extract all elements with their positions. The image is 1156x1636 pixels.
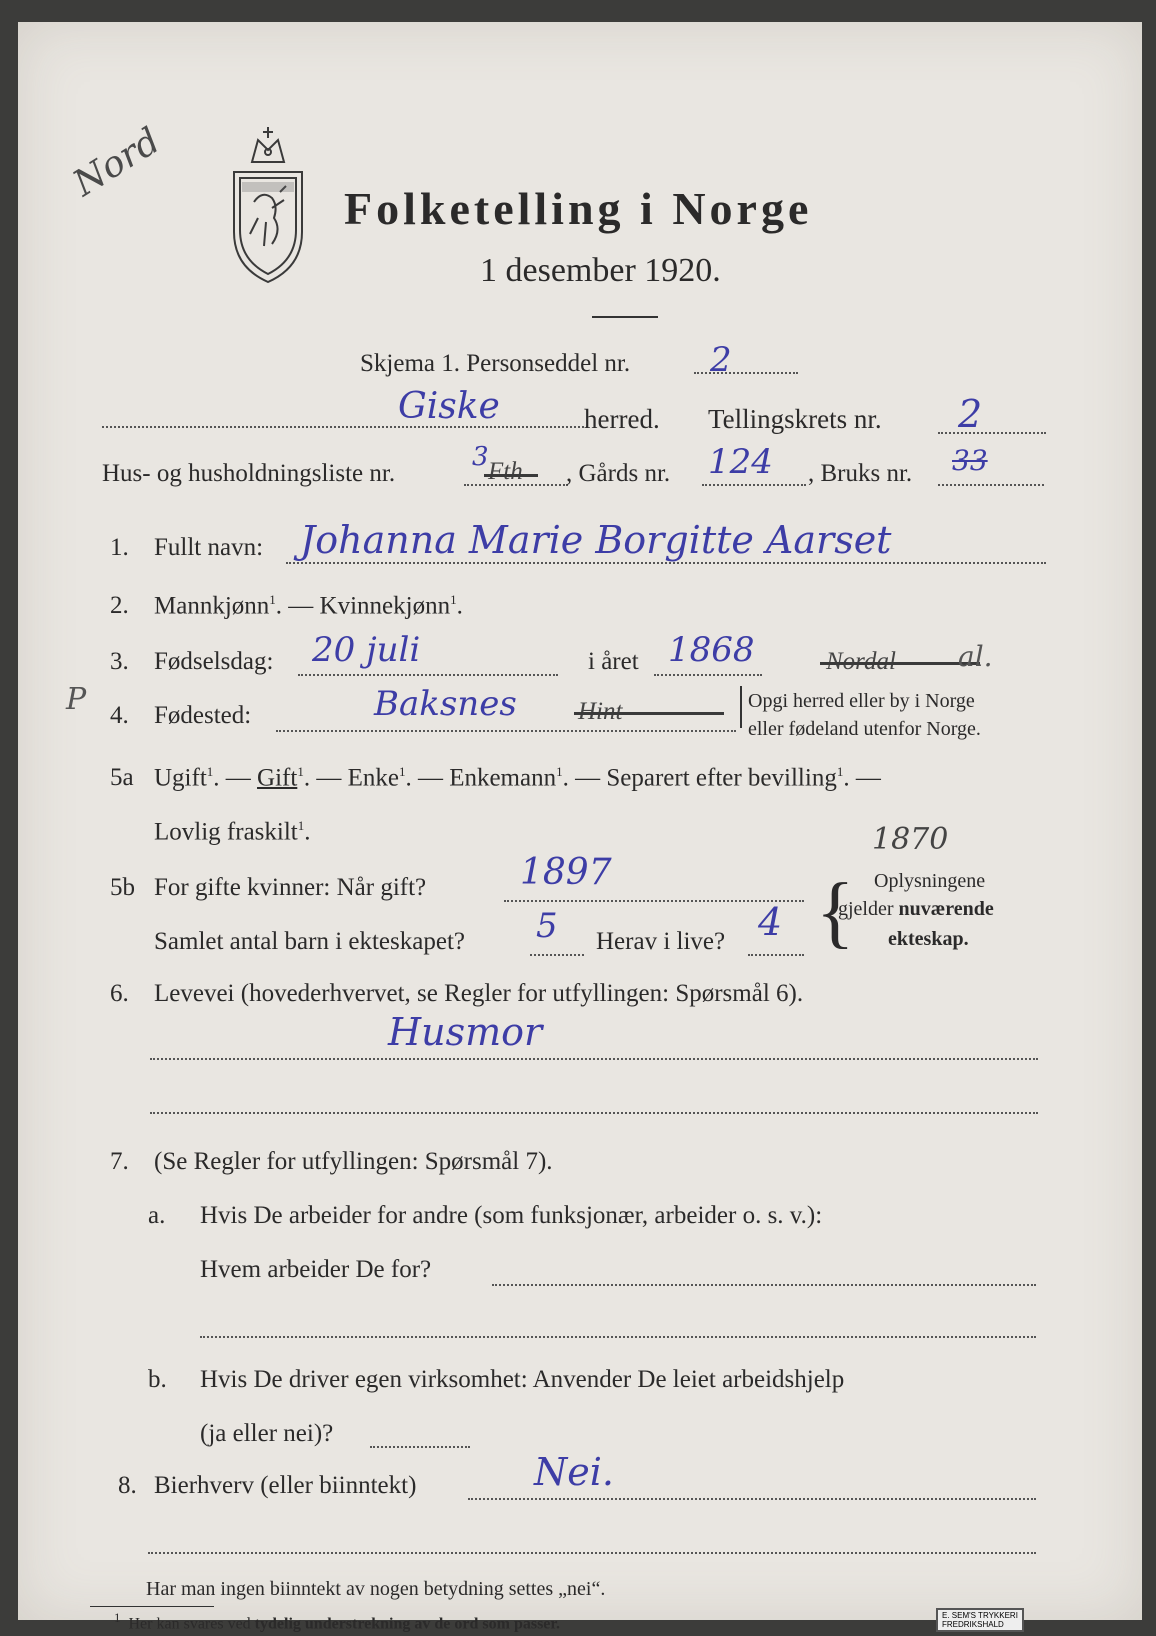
q6-number: 6.	[110, 980, 129, 1007]
q1-value: Johanna Marie Borgitte Aarset	[300, 518, 892, 562]
q5b-note2: gjelder nuværende	[838, 898, 994, 920]
q3-extra: al.	[958, 640, 993, 673]
q7a-question: Hvem arbeider De for?	[200, 1256, 432, 1283]
hus-label: Hus- og husholdningsliste nr.	[102, 460, 396, 487]
footnote: $^1$ Her kan svares ved tydelig understrekning av de ord som passer.	[114, 1610, 561, 1633]
gards-value: 124	[708, 442, 773, 482]
q2-mann: Mannkjønn	[154, 592, 270, 620]
q7b-label: Hvis De driver egen virksomhet: Anvender De leiet arbeidshjelp	[200, 1366, 845, 1393]
q3-number: 3.	[110, 648, 129, 675]
herred-line	[102, 426, 588, 428]
q8-line2	[148, 1552, 1036, 1554]
bruks-value: 33	[952, 444, 988, 477]
census-form	[18, 22, 1142, 1633]
bruks-label: , Bruks nr.	[808, 460, 913, 487]
q4-label: Fødested:	[154, 702, 252, 729]
footnote-rule	[90, 1606, 214, 1607]
tellingskrets-line	[938, 432, 1046, 434]
q5b-live-label: Herav i live?	[596, 928, 726, 955]
q6-line2	[150, 1112, 1038, 1114]
q5b-barn-label: Samlet antal barn i ekteskapet?	[154, 928, 465, 955]
q3-line	[298, 674, 558, 676]
q7-number: 7.	[110, 1148, 129, 1175]
q8-line1	[468, 1498, 1036, 1500]
q7b-number: b.	[148, 1366, 167, 1393]
q7b-question: (ja eller nei)?	[200, 1420, 334, 1447]
q6-label: Levevei (hovederhvervet, se Regler for utfyllingen: Spørsmål 6).	[154, 980, 804, 1007]
q8-label: Bierhverv (eller biinntekt)	[154, 1472, 417, 1499]
q7a-line1	[492, 1284, 1036, 1286]
bruks-line	[938, 484, 1044, 486]
census-date: 1 desember 1920.	[480, 252, 721, 289]
printer-stamp: E. SEM'S TRYKKERI FREDRIKSHALD	[936, 1608, 1024, 1632]
q1-number: 1.	[110, 534, 129, 561]
q3-year-label: i året	[588, 648, 639, 675]
q3-struck: Nordal	[826, 648, 896, 675]
hus-value: 3	[472, 442, 489, 472]
q4-strike-line	[574, 712, 724, 715]
herred-suffix: herred.	[584, 404, 660, 434]
q7a-line2	[200, 1336, 1036, 1338]
footer-note: Har man ingen biinntekt av nogen betydning settes „nei“.	[146, 1578, 606, 1600]
q3-year-line	[654, 674, 762, 676]
q5b-extra: 1870	[872, 822, 949, 857]
q5b-brace: {	[816, 868, 855, 956]
q7b-line	[370, 1446, 470, 1448]
coat-of-arms-icon	[228, 122, 308, 292]
q4-value: Baksnes	[374, 684, 517, 724]
title-rule	[592, 316, 658, 318]
q6-value: Husmor	[388, 1010, 543, 1054]
hus-line	[464, 484, 568, 486]
tellingskrets-label: Tellingskrets nr.	[708, 404, 882, 434]
q5b-live-line	[748, 954, 804, 956]
q5b-note3: ekteskap.	[888, 928, 969, 950]
q5a-gift-selected: Gift	[257, 764, 298, 792]
q5b-live-value: 4	[758, 900, 783, 944]
q3-label: Fødselsdag:	[154, 648, 274, 675]
gards-label: , Gårds nr.	[566, 460, 671, 487]
personseddel-value: 2	[710, 340, 732, 380]
q1-line	[286, 562, 1046, 564]
q5b-value: 1897	[520, 852, 612, 893]
q4-bracket	[740, 686, 742, 728]
q4-line	[276, 730, 736, 732]
q5a-options: Ugift$^1$. — Gift$^1$. — Enke$^1$. — Enkemann$^1$. — Separert efter bevilling$^1$. —	[154, 764, 881, 792]
q6-line1	[150, 1058, 1038, 1060]
q2-kvinne: Kvinnekjønn	[319, 592, 451, 620]
hus-strike-line	[484, 474, 538, 477]
q5b-label: For gifte kvinner: Når gift?	[154, 874, 427, 901]
herred-name: Giske	[398, 386, 500, 427]
margin-note: Nord	[66, 120, 168, 205]
skjema-label: Skjema 1. Personseddel nr.	[360, 350, 631, 377]
q4-note-line1: Opgi herred eller by i Norge	[748, 690, 975, 712]
q3-year-value: 1868	[668, 630, 755, 670]
tellingskrets-value: 2	[958, 392, 983, 436]
q4-note-line2: eller fødeland utenfor Norge.	[748, 718, 981, 740]
q3-strike-line	[820, 662, 980, 665]
q5b-note1: Oplysningene	[874, 870, 986, 892]
q5a-fraskilt: Lovlig fraskilt$^1$.	[154, 818, 311, 846]
q7a-number: a.	[148, 1202, 166, 1229]
form-title: Folketelling i Norge	[344, 183, 813, 234]
q8-value: Nei.	[534, 1450, 614, 1494]
q5b-barn-line	[530, 954, 584, 956]
q4-number: 4.	[110, 702, 129, 729]
q5b-number: 5b	[110, 874, 135, 901]
q5b-barn-value: 5	[536, 906, 558, 946]
q3-value: 20 juli	[312, 630, 421, 670]
q7a-label: Hvis De arbeider for andre (som funksjonær, arbeider o. s. v.):	[200, 1202, 823, 1229]
gards-line	[702, 484, 806, 486]
q7-label: (Se Regler for utfyllingen: Spørsmål 7).	[154, 1148, 553, 1175]
q2-options: Mannkjønn$^1$. — Kvinnekjønn$^1$.	[154, 592, 463, 620]
q8-number: 8.	[118, 1472, 137, 1499]
q5a-number: 5a	[110, 764, 134, 791]
q1-label: Fullt navn:	[154, 534, 264, 561]
q4-struck: Hint	[578, 698, 623, 725]
q2-number: 2.	[110, 592, 129, 619]
q4-margin-mark: P	[66, 682, 87, 717]
hus-struck: Fth	[488, 458, 523, 485]
